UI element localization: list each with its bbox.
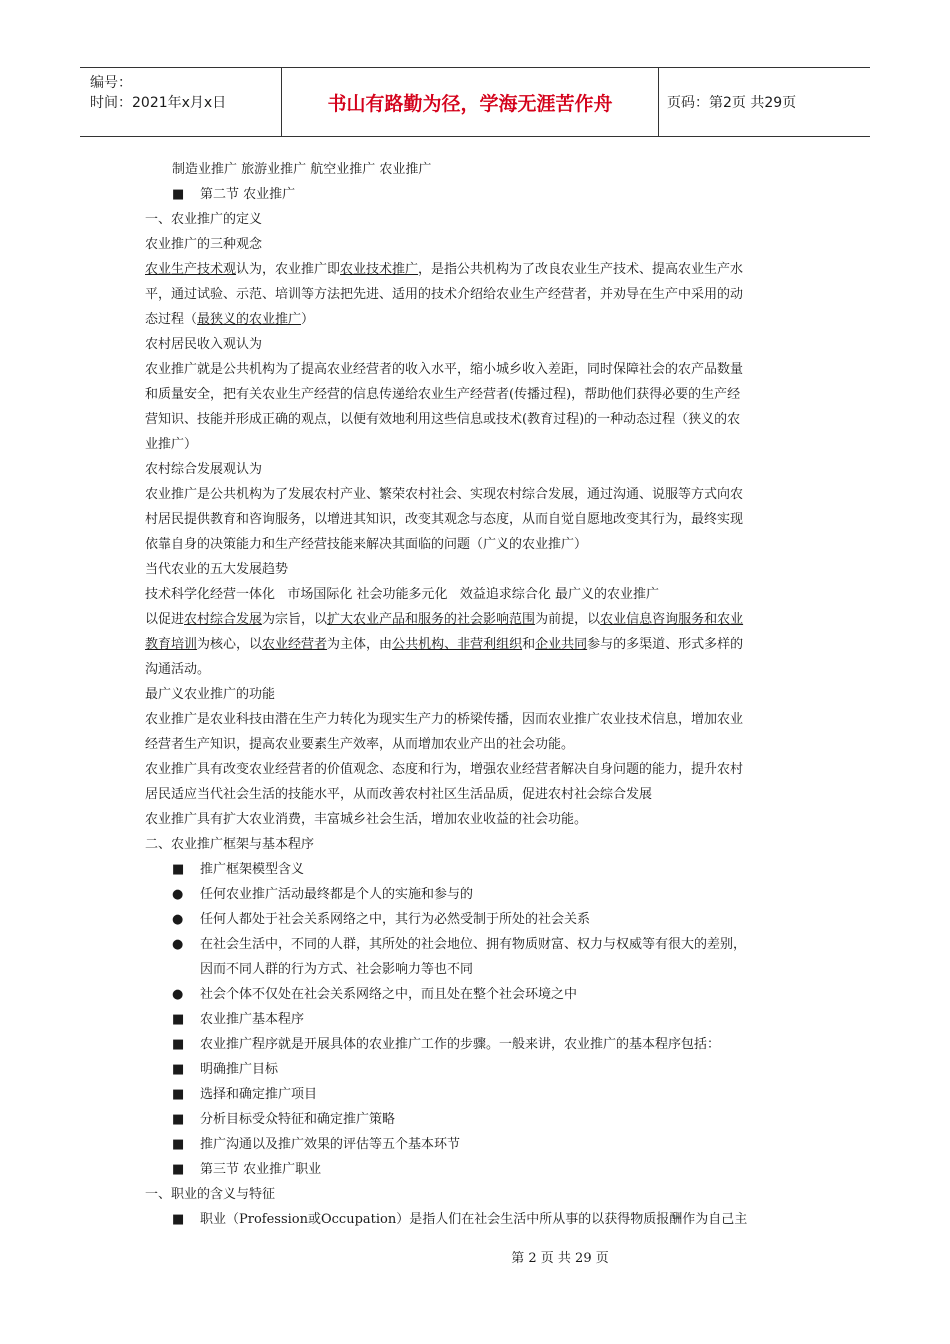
document-date-label: 时间：2021年x月x日 [90,95,227,111]
dot-bullet-icon: ● [172,937,184,952]
paragraph-line: 业推广） [145,437,198,452]
dot-bullet-icon: ● [172,987,184,1002]
square-bullet-icon: ■ [172,1212,185,1227]
square-bullet-icon: ■ [172,862,185,877]
paragraph-line: 农村综合发展观认为 [145,462,263,477]
square-bullet-icon: ■ [172,1112,185,1127]
list-item: ■ 推广框架模型含义 [172,862,305,877]
paragraph-line: 和质量安全，把有关农业生产经营的信息传递给农业生产经营者(传播过程)，帮助他们获得必要的生产经 [145,387,741,402]
header-page-label: 页码：第2页 共29页 [667,95,797,111]
page-footer: 第 2 页 共 29 页 [511,1251,609,1266]
paragraph-line: 农业推广是公共机构为了发展农村产业、繁荣农村社会、实现农村综合发展，通过沟通、说服等方式向农 [145,487,744,502]
page-header [80,67,870,137]
list-item: ■ 推广沟通以及推广效果的评估等五个基本环节 [172,1137,461,1152]
paragraph-line: 农业推广是农业科技由潜在生产力转化为现实生产力的桥梁传播，因而农业推广农业技术信息，增加农业 [145,712,744,727]
paragraph-line: 教育培训为核心，以农业经营者为主体，由公共机构、非营利组织和企业共同参与的多渠道、形式多样的 [145,637,744,652]
dot-bullet-icon: ● [172,912,184,927]
square-bullet-icon: ■ [172,1137,185,1152]
list-item: ■ 明确推广目标 [172,1062,279,1077]
list-item: ■ 分析目标受众特征和确定推广策略 [172,1112,396,1127]
square-bullet-icon: ■ [172,1162,185,1177]
paragraph-line: 当代农业的五大发展趋势 [145,562,289,577]
square-bullet-icon: ■ [172,1037,185,1052]
paragraph-line: 村居民提供教育和咨询服务，以增进其知识，改变其观念与态度，从而自觉自愿地改变其行为，最终实现 [145,512,744,527]
list-item: ■ 职业（Profession或Occupation）是指人们在社会生活中所从事的以获得物质报酬作为自己主 [172,1212,748,1227]
paragraph-line: 最广义农业推广的功能 [145,687,276,702]
square-bullet-icon: ■ [172,1012,185,1027]
list-item: ● 任何人都处于社会关系网络之中，其行为必然受制于所处的社会关系 [172,912,591,927]
list-item: ■ 农业推广基本程序 [172,1012,305,1027]
dot-bullet-icon: ● [172,887,184,902]
list-item: ● 社会个体不仅处在社会关系网络之中，而且处在整个社会环境之中 [172,987,578,1002]
paragraph-line: 农业生产技术观认为，农业推广即农业技术推广，是指公共机构为了改良农业生产技术、提高农业生产水 [145,262,744,277]
paragraph-line: 依靠自身的决策能力和生产经营技能来解决其面临的问题（广义的农业推广） [145,537,588,552]
paragraph-line: 以促进农村综合发展为宗旨，以扩大农业产品和服务的社会影响范围为前提，以农业信息咨询服务和农业 [145,612,744,627]
paragraph-line: 平，通过试验、示范、培训等方法把先进、适用的技术介绍给农业生产经营者，并劝导在生产中采用的动 [145,287,744,302]
paragraph-line: 技术科学化经营一体化 市场国际化 社会功能多元化 效益追求综合化 最广义的农业推广 [145,587,660,602]
paragraph-line: 经营者生产知识，提高农业要素生产效率，从而增加农业产出的社会功能。 [145,737,575,752]
paragraph-line: 农业推广具有扩大农业消费，丰富城乡社会生活，增加农业收益的社会功能。 [145,812,588,827]
list-item-continuation: 因而不同人群的行为方式、社会影响力等也不同 [200,962,474,977]
section-heading: ■ 第二节 农业推广 [172,187,296,202]
square-bullet-icon: ■ [172,187,185,202]
header-motto: 书山有路勤为径，学海无涯苦作舟 [282,68,659,136]
paragraph-line: 居民适应当代社会生活的技能水平，从而改善农村社区生活品质，促进农村社会综合发展 [145,787,653,802]
list-item: ■ 选择和确定推广项目 [172,1087,318,1102]
paragraph-line: 农业推广的三种观念 [145,237,263,252]
list-item: ● 任何农业推广活动最终都是个人的实施和参与的 [172,887,474,902]
paragraph-line: 沟通活动。 [145,662,211,677]
paragraph-line: 营知识、技能并形成正确的观点，以便有效地利用这些信息或技术(教育过程)的一种动态过程（狭义的农 [145,412,741,427]
document-number-label: 编号： [90,75,132,91]
square-bullet-icon: ■ [172,1087,185,1102]
paragraph-line: 农业推广具有改变农业经营者的价值观念、态度和行为，增强农业经营者解决自身问题的能力，提升农村 [145,762,744,777]
square-bullet-icon: ■ [172,1062,185,1077]
heading-line: 一、职业的含义与特征 [145,1187,276,1202]
heading-line: 二、农业推广框架与基本程序 [145,837,315,852]
paragraph-line: 农业推广就是公共机构为了提高农业经营者的收入水平，缩小城乡收入差距，同时保障社会的农产品数量 [145,362,744,377]
list-item: ● 在社会生活中，不同的人群，其所处的社会地位、拥有物质财富、权力与权威等有很大的差别， [172,937,747,952]
list-item: ■ 农业推广程序就是开展具体的农业推广工作的步骤。一般来讲，农业推广的基本程序包括： [172,1037,721,1052]
paragraph-line: 制造业推广 旅游业推广 航空业推广 农业推广 [172,162,432,177]
section-heading: ■ 第三节 农业推广职业 [172,1162,322,1177]
header-meta [80,68,282,136]
heading-line: 一、农业推广的定义 [145,212,263,227]
paragraph-line: 农村居民收入观认为 [145,337,263,352]
paragraph-line: 态过程（最狭义的农业推广） [145,312,315,327]
